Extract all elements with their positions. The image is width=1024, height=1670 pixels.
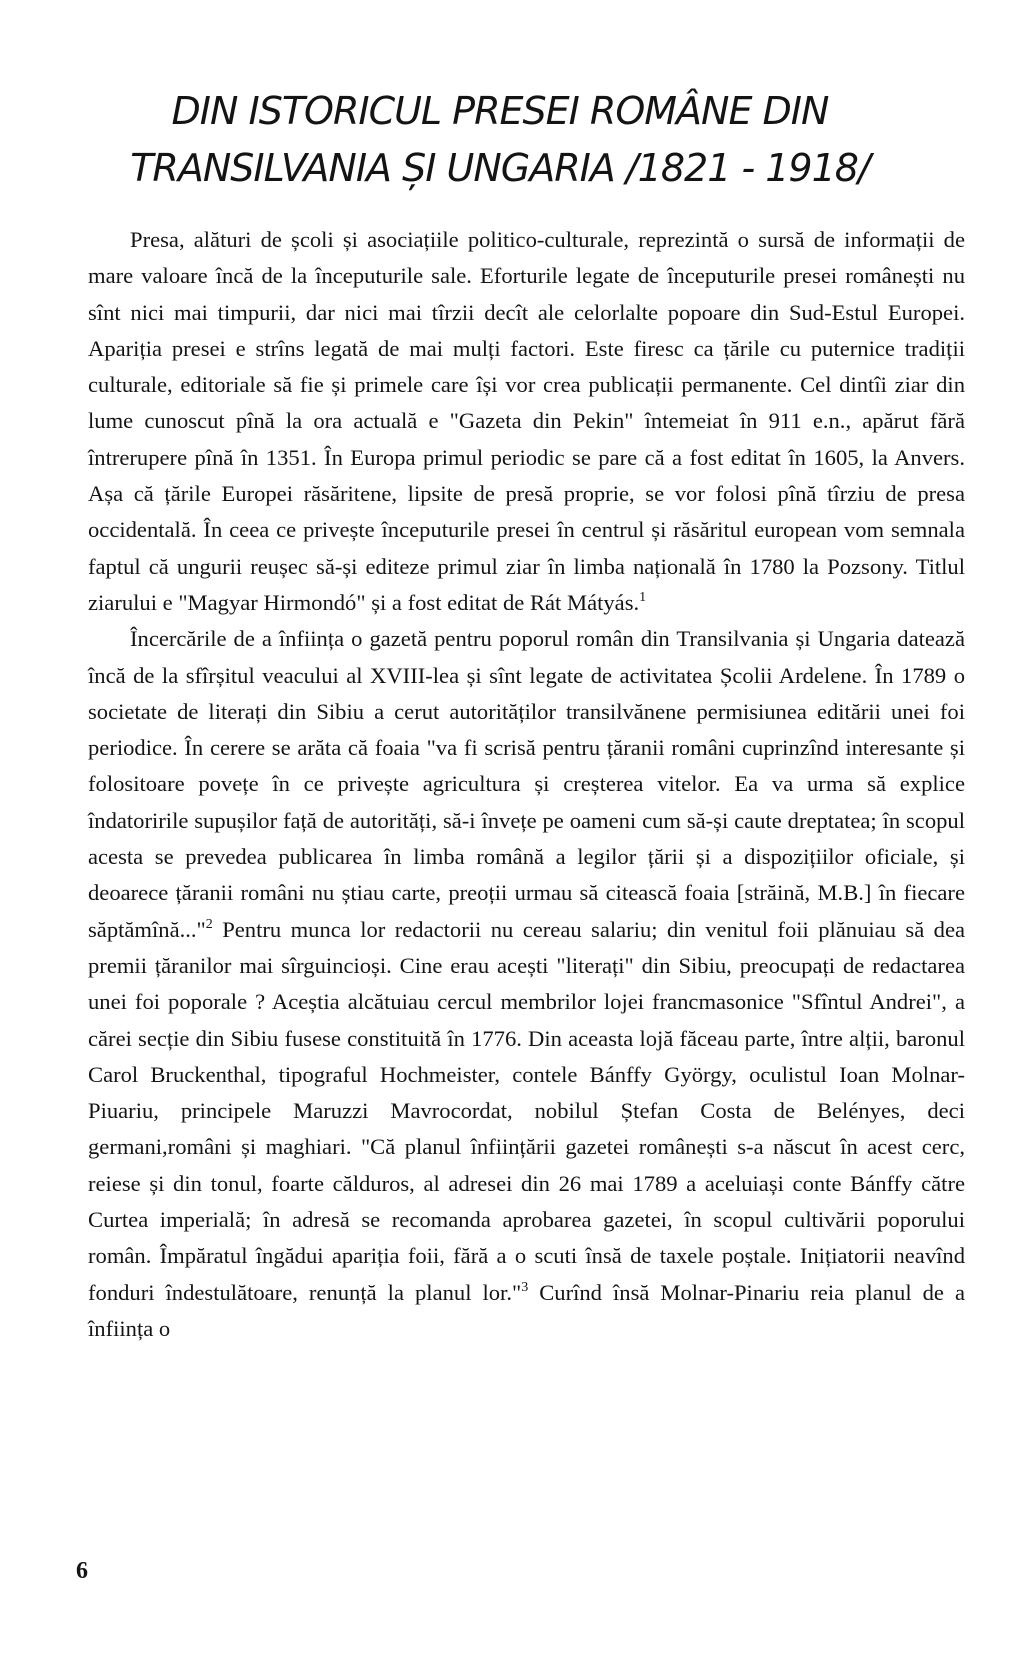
paragraph-1-text: Presa, alături de școli și asociațiile politico-culturale, reprezintă o sursă de informații de mare valoare încă de la începuturile sale. Eforturile legate de începuturile presei românești nu sînt nici mai timpurii, dar nici mai tîrzii decît ale celorlalte popoare din Sud-Estul Europei. Apariția presei e strîns legată de mai mulți factori. Este firesc ca țările cu puternice tradiții culturale, editoriale să fie și primele care își vor crea publicații permanente. Cel dintîi ziar din lume cunoscut pînă la ora actuală e "Gazeta din Pekin" întemeiat în 911 e.n., apărut fără întrerupere pînă în 1351. În Europa primul periodic se pare că a fost editat în 1605, la Anvers. Așa că țările Europei răsăritene, lipsite de presă proprie, se vor folosi pînă tîrziu de presa occidentală. În ceea ce privește începuturile presei în centrul și răsăritul european vom semnala faptul că ungurii reușec să-și editeze primul ziar în limba națională în 1780 la Pozsony. Titlul ziarului e "Magyar Hirmondó" și a fost editat de Rát Mátyás.	[88, 227, 965, 615]
page-title-line-2: TRANSILVANIA ȘI UNGARIA /1821 - 1918/	[130, 146, 870, 190]
paragraph-1	[88, 222, 965, 621]
paragraph-2-text: Încercările de a înființa o gazetă pentru poporul român din Transilvania și Ungaria datează încă de la sfîrșitul veacului al XVIII-lea și sînt legate de activitatea Școlii Ardelene. În 1789 o societate de literați din Sibiu a cerut autorităților transilvănene permisiunea editării unei foi periodice. În cerere se arăta că foaia "va fi scrisă pentru țăranii români cuprinzînd interesante și folositoare povețe în ce privește agricultura și creșterea vitelor. Ea va urma să explice îndatoririle supușilor față de autorități, să-i învețe pe oameni cum să-și caute dreptatea; în scopul acesta se prevedea publicarea în limba română a legilor țării și a dispozițiilor oficiale, și deoarece țăranii români nu știau carte, preoții urmau să citească foaia [străină, M.B.] în fiecare săptămînă..."	[88, 626, 965, 942]
page-number: 6	[76, 1558, 88, 1584]
paragraph-2-text-end: Curînd însă Molnar-Pinariu reia planul de a înființa o	[88, 1279, 965, 1341]
paragraph-2-text-continued: Pentru munca lor redactorii nu cereau salariu; din venitul foii plănuiau să dea premii țăranilor mai sîrguincioși. Cine erau acești "literați" din Sibiu, preocupați de redactarea unei foi poporale ? Aceștia alcătuiau cercul membrilor lojei francmasonice "Sfîntul Andrei", a cărei secție din Sibiu fusese constituită în 1776. Din aceasta lojă făceau parte, între alții, baronul Carol Bruckenthal, tipograful Hochmeister, contele Bánffy György, oculistul Ioan Molnar-Piuariu, principele Maruzzi Mavrocordat, nobilul Ștefan Costa de Belényes, deci germani,români și maghiari. "Că planul înființării gazetei românești s-a născut în acest cerc, reiese și din tonul, foarte călduros, al adresei din 26 mai 1789 a aceluiași conte Bánffy către Curtea imperială; în adresă se recomanda aprobarea gazetei, în scopul cultivării poporului român. Împăratul îngădui apariția foii, fără a o scuti însă de taxele poștale. Inițiatorii neavînd fonduri îndestulătoare, renunță la planul lor."	[88, 916, 965, 1305]
article-body	[88, 222, 965, 1347]
footnote-ref-2: 2	[205, 916, 213, 932]
footnote-ref-3: 3	[521, 1279, 529, 1295]
page-title-line-1: DIN ISTORICUL PRESEI ROMÂNE DIN	[171, 89, 829, 133]
paragraph-2	[88, 621, 965, 1347]
footnote-ref-1: 1	[639, 589, 647, 605]
